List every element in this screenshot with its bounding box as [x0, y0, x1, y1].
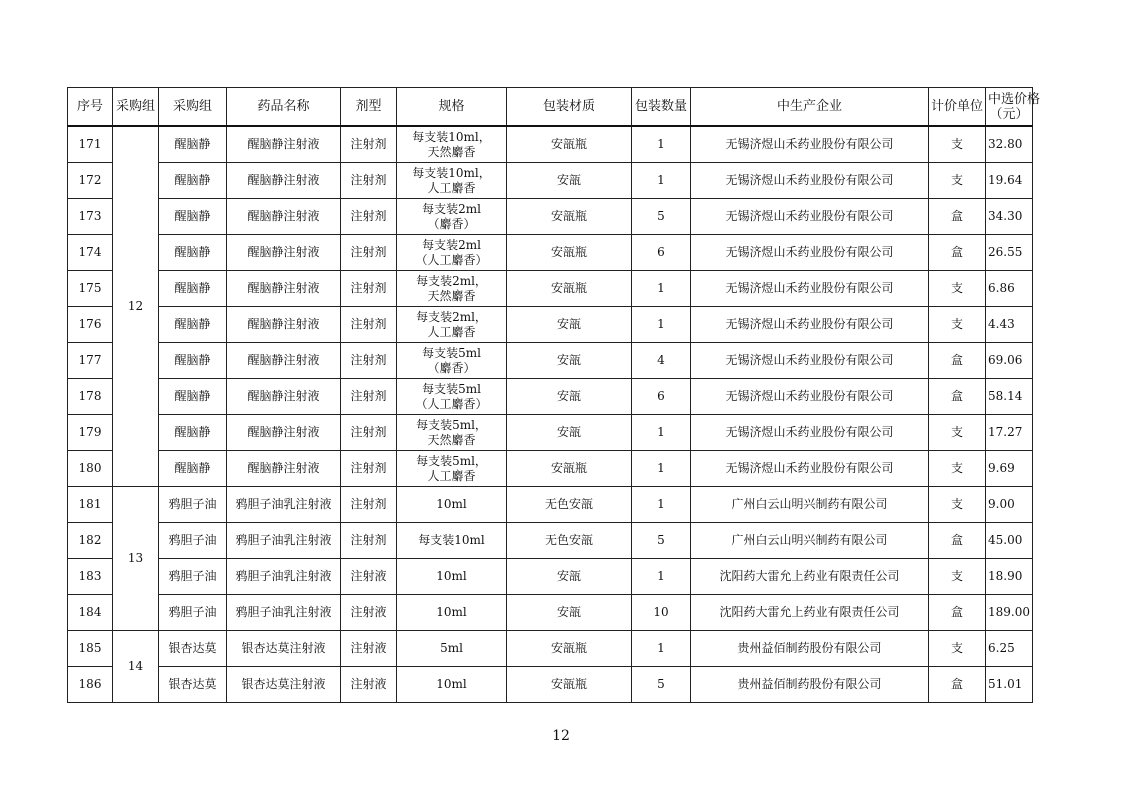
table-row	[68, 199, 1033, 235]
manufacturer-cell: 广州白云山明兴制药有限公司	[691, 523, 929, 559]
table-row	[68, 235, 1033, 271]
dosage-form-cell: 注射液	[341, 667, 397, 703]
packaging-cell: 安瓿	[507, 415, 632, 451]
dosage-form-header: 剂型	[341, 88, 397, 127]
seq-cell: 178	[68, 379, 113, 415]
group-name-cell: 醒脑静	[159, 126, 227, 163]
manufacturer-cell: 无锡济煜山禾药业股份有限公司	[691, 379, 929, 415]
table-row	[68, 451, 1033, 487]
dosage-form-cell: 注射剂	[341, 487, 397, 523]
drug-name-cell: 鸦胆子油乳注射液	[227, 523, 341, 559]
group-number-cell: 14	[113, 631, 159, 703]
price-cell: 26.55	[986, 235, 1033, 271]
drug-name-cell: 鸦胆子油乳注射液	[227, 487, 341, 523]
table-body	[68, 126, 1033, 703]
seq-cell: 172	[68, 163, 113, 199]
group-name-cell: 醒脑静	[159, 199, 227, 235]
pack-qty-cell: 1	[632, 415, 691, 451]
table-row	[68, 379, 1033, 415]
table-row	[68, 163, 1033, 199]
spec-cell: 10ml	[397, 595, 507, 631]
unit-cell: 盒	[929, 379, 986, 415]
drug-name-cell: 醒脑静注射液	[227, 415, 341, 451]
manufacturer-cell: 沈阳药大雷允上药业有限责任公司	[691, 595, 929, 631]
spec-cell: 5ml	[397, 631, 507, 667]
page-number: 12	[552, 728, 570, 744]
price-cell: 17.27	[986, 415, 1033, 451]
price-cell: 4.43	[986, 307, 1033, 343]
pack-qty-cell: 4	[632, 343, 691, 379]
manufacturer-cell: 沈阳药大雷允上药业有限责任公司	[691, 559, 929, 595]
seq-cell: 175	[68, 271, 113, 307]
dosage-form-cell: 注射剂	[341, 451, 397, 487]
unit-cell: 盒	[929, 523, 986, 559]
pack-qty-cell: 1	[632, 487, 691, 523]
packaging-cell: 安瓿	[507, 307, 632, 343]
packaging-cell: 安瓿	[507, 379, 632, 415]
price-cell: 19.64	[986, 163, 1033, 199]
spec-cell: 每支装2ml， 人工麝香	[397, 307, 507, 343]
dosage-form-cell: 注射剂	[341, 307, 397, 343]
table-row	[68, 126, 1033, 163]
unit-cell: 支	[929, 451, 986, 487]
packaging-cell: 安瓿	[507, 343, 632, 379]
drug-name-cell: 醒脑静注射液	[227, 163, 341, 199]
dosage-form-cell: 注射剂	[341, 271, 397, 307]
unit-cell: 支	[929, 559, 986, 595]
dosage-form-cell: 注射剂	[341, 235, 397, 271]
pack-qty-header: 包装数量	[632, 88, 691, 127]
unit-cell: 盒	[929, 235, 986, 271]
pack-qty-cell: 6	[632, 379, 691, 415]
seq-cell: 174	[68, 235, 113, 271]
manufacturer-cell: 无锡济煜山禾药业股份有限公司	[691, 235, 929, 271]
group-name-cell: 醒脑静	[159, 451, 227, 487]
unit-cell: 支	[929, 271, 986, 307]
manufacturer-cell: 广州白云山明兴制药有限公司	[691, 487, 929, 523]
dosage-form-cell: 注射剂	[341, 199, 397, 235]
packaging-cell: 安瓿瓶	[507, 667, 632, 703]
packaging-cell: 安瓿瓶	[507, 451, 632, 487]
manufacturer-header: 中生产企业	[691, 88, 929, 127]
table-row	[68, 415, 1033, 451]
packaging-cell: 无色安瓿	[507, 487, 632, 523]
unit-cell: 盒	[929, 343, 986, 379]
manufacturer-cell: 无锡济煜山禾药业股份有限公司	[691, 271, 929, 307]
dosage-form-cell: 注射剂	[341, 379, 397, 415]
table-row	[68, 559, 1033, 595]
drug-name-cell: 醒脑静注射液	[227, 307, 341, 343]
spec-cell: 每支装2ml （人工麝香）	[397, 235, 507, 271]
spec-cell: 每支装10ml， 人工麝香	[397, 163, 507, 199]
drug-name-cell: 鸦胆子油乳注射液	[227, 559, 341, 595]
spec-header: 规格	[397, 88, 507, 127]
seq-cell: 185	[68, 631, 113, 667]
spec-cell: 每支装2ml （麝香）	[397, 199, 507, 235]
group-name-cell: 醒脑静	[159, 343, 227, 379]
seq-cell: 177	[68, 343, 113, 379]
unit-cell: 支	[929, 307, 986, 343]
group-name-header: 采购组	[159, 88, 227, 127]
table-header-row	[68, 88, 1033, 127]
packaging-cell: 安瓿瓶	[507, 631, 632, 667]
drug-name-cell: 醒脑静注射液	[227, 379, 341, 415]
unit-cell: 支	[929, 126, 986, 163]
dosage-form-cell: 注射剂	[341, 163, 397, 199]
table-row	[68, 595, 1033, 631]
manufacturer-cell: 无锡济煜山禾药业股份有限公司	[691, 126, 929, 163]
group-name-cell: 鸦胆子油	[159, 523, 227, 559]
unit-header: 计价单位	[929, 88, 986, 127]
group-name-cell: 醒脑静	[159, 271, 227, 307]
packaging-cell: 安瓿瓶	[507, 271, 632, 307]
unit-cell: 盒	[929, 667, 986, 703]
spec-cell: 每支装5ml， 天然麝香	[397, 415, 507, 451]
drug-name-header: 药品名称	[227, 88, 341, 127]
seq-cell: 186	[68, 667, 113, 703]
drug-name-cell: 鸦胆子油乳注射液	[227, 595, 341, 631]
dosage-form-cell: 注射液	[341, 595, 397, 631]
packaging-cell: 安瓿	[507, 163, 632, 199]
seq-cell: 181	[68, 487, 113, 523]
pack-qty-cell: 10	[632, 595, 691, 631]
seq-cell: 171	[68, 126, 113, 163]
seq-cell: 184	[68, 595, 113, 631]
price-cell: 18.90	[986, 559, 1033, 595]
group-number-cell: 13	[113, 487, 159, 631]
drug-name-cell: 醒脑静注射液	[227, 451, 341, 487]
table-row	[68, 523, 1033, 559]
unit-cell: 盒	[929, 595, 986, 631]
group-no-header: 采购组	[113, 88, 159, 127]
price-cell: 69.06	[986, 343, 1033, 379]
packaging-cell: 安瓿瓶	[507, 199, 632, 235]
spec-cell: 10ml	[397, 487, 507, 523]
price-cell: 9.69	[986, 451, 1033, 487]
drug-name-cell: 醒脑静注射液	[227, 199, 341, 235]
spec-cell: 每支装10ml， 天然麝香	[397, 126, 507, 163]
drug-name-cell: 银杏达莫注射液	[227, 667, 341, 703]
spec-cell: 10ml	[397, 667, 507, 703]
seq-cell: 176	[68, 307, 113, 343]
procurement-table	[67, 87, 1041, 703]
seq-cell: 180	[68, 451, 113, 487]
spec-cell: 每支装10ml	[397, 523, 507, 559]
pack-qty-cell: 5	[632, 199, 691, 235]
group-name-cell: 醒脑静	[159, 307, 227, 343]
pack-qty-cell: 5	[632, 667, 691, 703]
dosage-form-cell: 注射剂	[341, 415, 397, 451]
drug-name-cell: 醒脑静注射液	[227, 271, 341, 307]
price-cell: 51.01	[986, 667, 1033, 703]
price-cell: 32.80	[986, 126, 1033, 163]
pack-qty-cell: 1	[632, 307, 691, 343]
table-row	[68, 487, 1033, 523]
spec-cell: 10ml	[397, 559, 507, 595]
unit-cell: 支	[929, 163, 986, 199]
price-cell: 189.00	[986, 595, 1033, 631]
manufacturer-cell: 贵州益佰制药股份有限公司	[691, 667, 929, 703]
pack-qty-cell: 5	[632, 523, 691, 559]
spec-cell: 每支装5ml， 人工麝香	[397, 451, 507, 487]
manufacturer-cell: 无锡济煜山禾药业股份有限公司	[691, 343, 929, 379]
price-header: 中选价格 （元）	[986, 88, 1033, 127]
drug-name-cell: 醒脑静注射液	[227, 126, 341, 163]
dosage-form-cell: 注射剂	[341, 343, 397, 379]
price-cell: 45.00	[986, 523, 1033, 559]
packaging-cell: 安瓿	[507, 559, 632, 595]
manufacturer-cell: 贵州益佰制药股份有限公司	[691, 631, 929, 667]
group-name-cell: 醒脑静	[159, 235, 227, 271]
seq-cell: 182	[68, 523, 113, 559]
group-name-cell: 鸦胆子油	[159, 487, 227, 523]
table-row	[68, 343, 1033, 379]
unit-cell: 支	[929, 415, 986, 451]
manufacturer-cell: 无锡济煜山禾药业股份有限公司	[691, 307, 929, 343]
table-row	[68, 631, 1033, 667]
drug-name-cell: 醒脑静注射液	[227, 235, 341, 271]
seq-cell: 179	[68, 415, 113, 451]
pack-qty-cell: 1	[632, 631, 691, 667]
seq-cell: 183	[68, 559, 113, 595]
pack-qty-cell: 1	[632, 163, 691, 199]
seq-cell: 173	[68, 199, 113, 235]
packaging-cell: 安瓿瓶	[507, 235, 632, 271]
dosage-form-cell: 注射液	[341, 559, 397, 595]
unit-cell: 支	[929, 631, 986, 667]
drug-name-cell: 银杏达莫注射液	[227, 631, 341, 667]
drug-name-cell: 醒脑静注射液	[227, 343, 341, 379]
group-name-cell: 醒脑静	[159, 379, 227, 415]
price-cell: 58.14	[986, 379, 1033, 415]
price-cell: 6.86	[986, 271, 1033, 307]
manufacturer-cell: 无锡济煜山禾药业股份有限公司	[691, 451, 929, 487]
spec-cell: 每支装2ml， 天然麝香	[397, 271, 507, 307]
spec-cell: 每支装5ml （麝香）	[397, 343, 507, 379]
manufacturer-cell: 无锡济煜山禾药业股份有限公司	[691, 415, 929, 451]
pack-qty-cell: 6	[632, 235, 691, 271]
table-row	[68, 307, 1033, 343]
packaging-cell: 安瓿瓶	[507, 126, 632, 163]
group-name-cell: 醒脑静	[159, 163, 227, 199]
group-name-cell: 鸦胆子油	[159, 559, 227, 595]
spec-cell: 每支装5ml （人工麝香）	[397, 379, 507, 415]
group-name-cell: 银杏达莫	[159, 631, 227, 667]
price-cell: 9.00	[986, 487, 1033, 523]
packaging-cell: 无色安瓿	[507, 523, 632, 559]
group-name-cell: 银杏达莫	[159, 667, 227, 703]
group-number-cell: 12	[113, 126, 159, 487]
unit-cell: 支	[929, 487, 986, 523]
pack-qty-cell: 1	[632, 271, 691, 307]
dosage-form-cell: 注射剂	[341, 523, 397, 559]
price-cell: 6.25	[986, 631, 1033, 667]
packaging-cell: 安瓿	[507, 595, 632, 631]
group-name-cell: 鸦胆子油	[159, 595, 227, 631]
pack-qty-cell: 1	[632, 451, 691, 487]
pack-qty-cell: 1	[632, 126, 691, 163]
pack-qty-cell: 1	[632, 559, 691, 595]
packaging-header: 包装材质	[507, 88, 632, 127]
table-row	[68, 271, 1033, 307]
dosage-form-cell: 注射剂	[341, 126, 397, 163]
group-name-cell: 醒脑静	[159, 415, 227, 451]
unit-cell: 盒	[929, 199, 986, 235]
table-row	[68, 667, 1033, 703]
manufacturer-cell: 无锡济煜山禾药业股份有限公司	[691, 199, 929, 235]
dosage-form-cell: 注射液	[341, 631, 397, 667]
price-cell: 34.30	[986, 199, 1033, 235]
manufacturer-cell: 无锡济煜山禾药业股份有限公司	[691, 163, 929, 199]
seq-header: 序号	[68, 88, 113, 127]
